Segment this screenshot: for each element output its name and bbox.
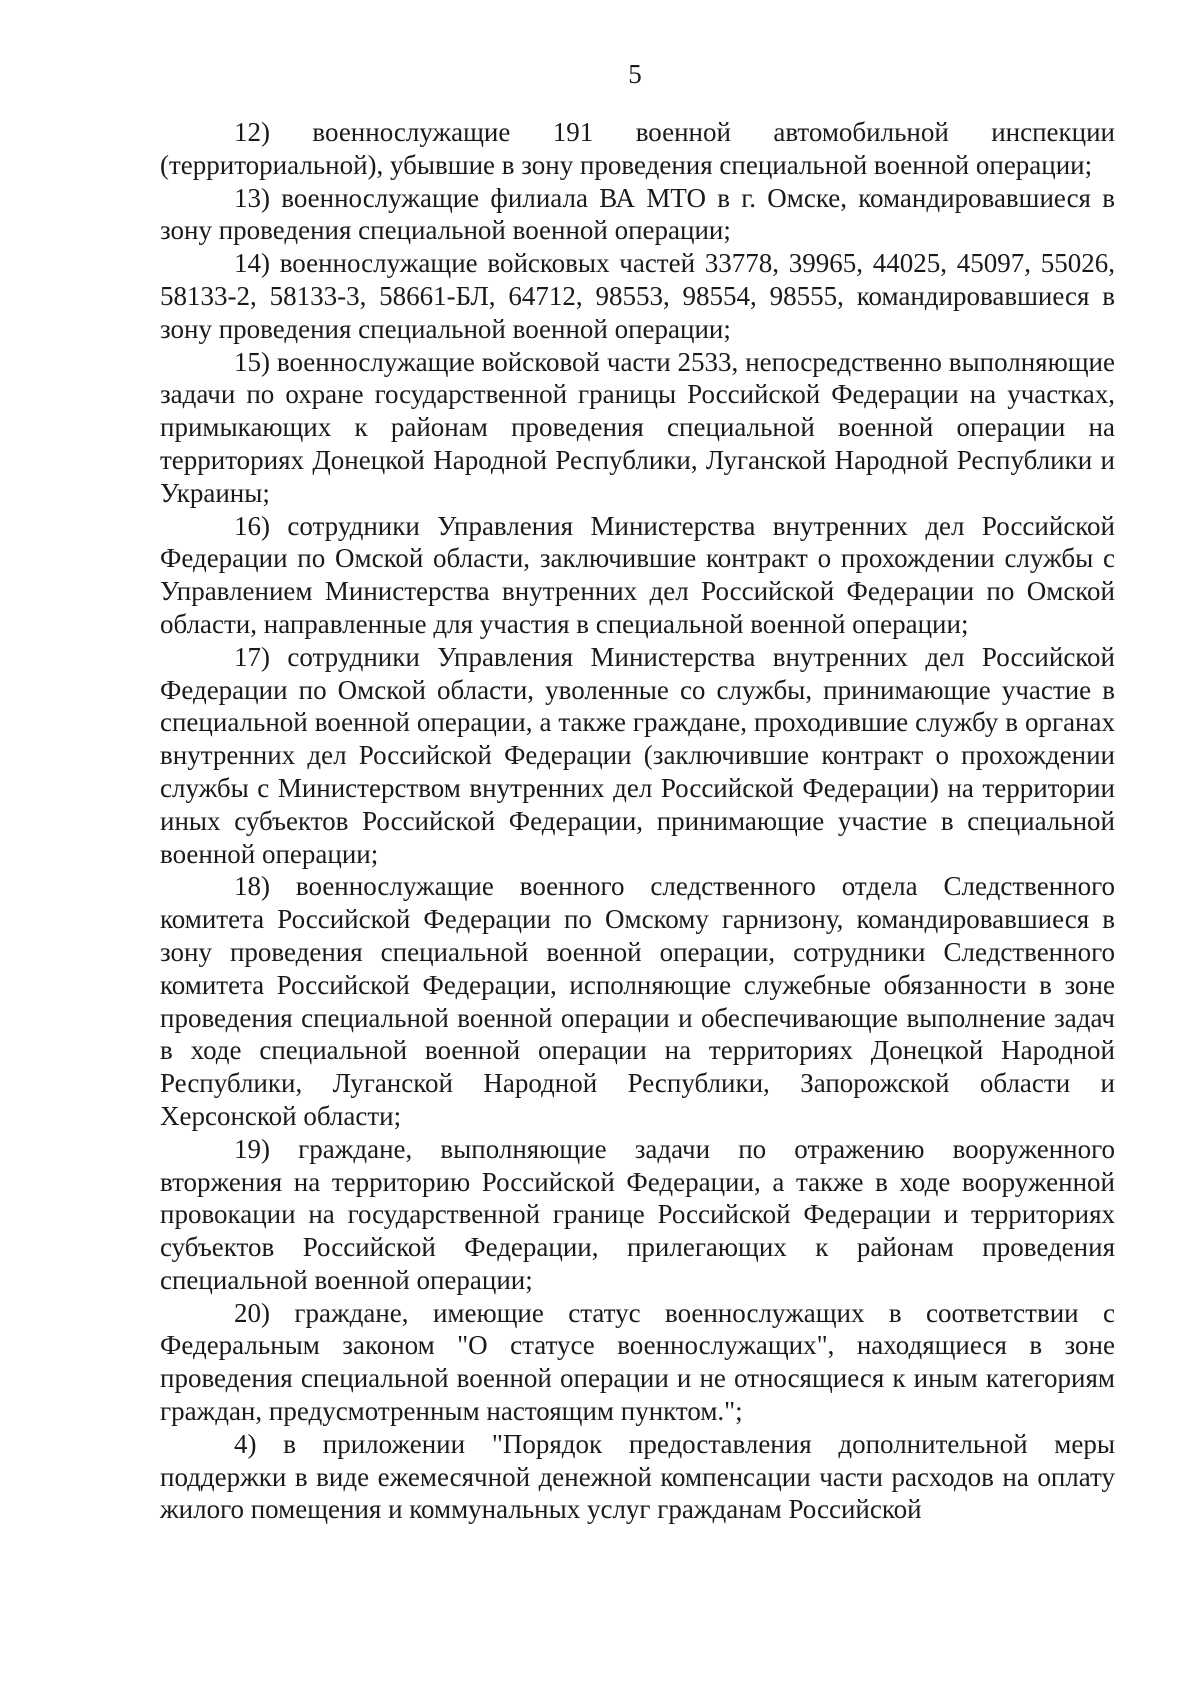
paragraph-item-17: 17) сотрудники Управления Министерства внутренних дел Российской Федерации по Омской области, уволенные со службы, принимающие участие в специальной военной операции, а также граждане, проходившие службу в органах внутренних дел Российской Федерации (заключившие контракт о прохождении службы с Министерством внутренних дел Российской Федерации) на территории иных субъектов Российской Федерации, принимающие участие в специальной военной операции; bbox=[160, 641, 1115, 869]
paragraph-subsection-4: 4) в приложении "Порядок предоставления дополнительной меры поддержки в виде ежемесячной денежной компенсации части расходов на оплату жилого помещения и коммунальных услуг гражданам Российской bbox=[160, 1428, 1115, 1525]
paragraph-item-18: 18) военнослужащие военного следственного отдела Следственного комитета Российской Федерации по Омскому гарнизону, командировавшиеся в зону проведения специальной военной операции, сотрудники Следственного комитета Российской Федерации, исполняющие служебные обязанности в зоне проведения специальной военной операции и обеспечивающие выполнение задач в ходе специальной военной операции на территориях Донецкой Народной Республики, Луганской Народной Республики, Запорожской области и Херсонской области; bbox=[160, 871, 1115, 1131]
paragraph-item-14: 14) военнослужащие войсковых частей 33778, 39965, 44025, 45097, 55026, 58133-2, 58133-3, 58661-БЛ, 64712, 98553, 98554, 98555, командировавшиеся в зону проведения специальной военной операции; bbox=[160, 248, 1115, 344]
paragraph-item-16: 16) сотрудники Управления Министерства внутренних дел Российской Федерации по Омской области, заключившие контракт о прохождении службы с Управлением Министерства внутренних дел Российской Федерации по Омской области, направленные для участия в специальной военной операции; bbox=[160, 510, 1115, 639]
paragraph-item-13: 13) военнослужащие филиала ВА МТО в г. Омске, командировавшиеся в зону проведения специальной военной операции; bbox=[160, 182, 1115, 246]
paragraph-item-20: 20) граждане, имеющие статус военнослужащих в соответствии с Федеральным законом "О статусе военнослужащих", находящиеся в зоне проведения специальной военной операции и не относящиеся к иным категориям граждан, предусмотренным настоящим пунктом."; bbox=[160, 1297, 1115, 1427]
paragraph-item-12: 12) военнослужащие 191 военной автомобильной инспекции (территориальной), убывшие в зону проведения специальной военной операции; bbox=[160, 117, 1115, 180]
paragraph-item-19: 19) граждане, выполняющие задачи по отражению вооруженного вторжения на территорию Российской Федерации, а также в ходе вооруженной провокации на государственной границе Российской Федерации и территориях субъектов Российской Федерации, прилегающих к районам проведения специальной военной операции; bbox=[160, 1133, 1115, 1295]
page-number: 5 bbox=[628, 59, 642, 89]
document-body bbox=[160, 116, 1115, 1526]
paragraph-item-15: 15) военнослужащие войсковой части 2533, непосредственно выполняющие задачи по охране государственной границы Российской Федерации на участках, примыкающих к районам проведения специальной военной операции на территориях Донецкой Народной Республики, Луганской Народной Республики и Украины; bbox=[160, 346, 1115, 508]
